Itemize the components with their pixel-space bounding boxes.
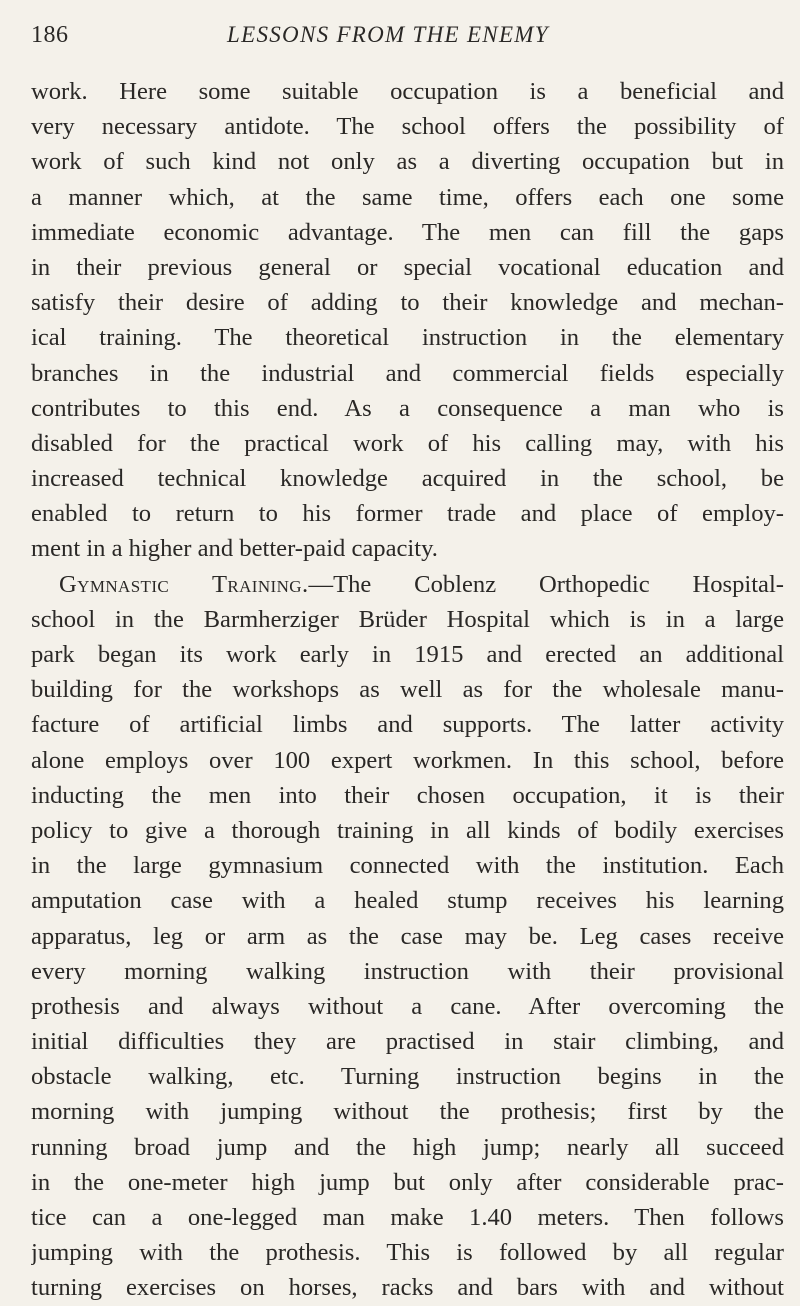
text-line: tice can a one-legged man make 1.40 meters. Then follows xyxy=(31,1204,784,1231)
text-line: in the one-meter high jump but only after considerable prac- xyxy=(31,1168,784,1196)
text-line: in their previous general or special vocational education and xyxy=(31,253,784,281)
text-line: policy to give a thorough training in all kinds of bodily exercises xyxy=(31,816,784,844)
text-line: a manner which, at the same time, offers each one some xyxy=(31,183,784,211)
text-line: alone employs over 100 expert workmen. In this school, before xyxy=(31,746,784,774)
running-header xyxy=(31,18,784,52)
text-line: school in the Barmherziger Brüder Hospital which is in a large xyxy=(31,605,784,633)
text-line: jumping with the prothesis. This is followed by all regular xyxy=(31,1239,784,1267)
text-line: turning exercises on horses, racks and bars with and without xyxy=(31,1274,784,1302)
text-line: facture of artificial limbs and supports. The latter activity xyxy=(31,711,784,739)
text-line: disabled for the practical work of his calling may, with his xyxy=(31,429,784,457)
paragraph-gymnastic-training xyxy=(31,567,784,1306)
text-line: in the large gymnasium connected with the institution. Each xyxy=(31,852,784,880)
paragraph-vocational-training xyxy=(31,74,784,567)
text-line: building for the workshops as well as for the wholesale manu- xyxy=(31,676,784,704)
text-line: contributes to this end. As a consequence a man who is xyxy=(31,394,784,422)
text-line: morning with jumping without the prothesis; first by the xyxy=(31,1098,784,1126)
text-line: amputation case with a healed stump receives his learning xyxy=(31,887,784,915)
text-line: enabled to return to his former trade and place of employ- xyxy=(31,500,784,528)
text-line: initial difficulties they are practised in stair climbing, and xyxy=(31,1028,784,1056)
text-line: increased technical knowledge acquired in the school, be xyxy=(31,465,784,493)
text-line: work. Here some suitable occupation is a beneficial and xyxy=(31,78,784,105)
text-line: ical training. The theoretical instruction in the elementary xyxy=(31,324,784,352)
body-text xyxy=(31,74,784,1306)
text-line-continuation: —The Coblenz Orthopedic Hospital- xyxy=(308,570,784,598)
text-line: ment in a higher and better-paid capacity. xyxy=(31,535,438,563)
text-line: branches in the industrial and commercial fields especially xyxy=(31,359,784,387)
text-line xyxy=(31,567,784,602)
text-line: running broad jump and the high jump; nearly all succeed xyxy=(31,1133,784,1161)
text-line: immediate economic advantage. The men can fill the gaps xyxy=(31,218,784,246)
text-line: apparatus, leg or arm as the case may be. Leg cases receive xyxy=(31,922,784,950)
page-number: 186 xyxy=(31,22,69,48)
text-line: prothesis and always without a cane. After overcoming the xyxy=(31,992,784,1020)
running-title: LESSONS FROM THE ENEMY xyxy=(227,22,549,47)
text-line: work of such kind not only as a diverting occupation but in xyxy=(31,148,784,176)
section-heading: Gymnastic Training. xyxy=(59,570,309,598)
text-line: inducting the men into their chosen occupation, it is their xyxy=(31,781,784,809)
text-line: satisfy their desire of adding to their knowledge and mechan- xyxy=(31,289,784,317)
text-line: every morning walking instruction with their provisional xyxy=(31,957,784,985)
text-line: very necessary antidote. The school offers the possibility of xyxy=(31,113,784,141)
text-line: park began its work early in 1915 and erected an additional xyxy=(31,641,784,668)
text-line: obstacle walking, etc. Turning instruction begins in the xyxy=(31,1063,784,1091)
